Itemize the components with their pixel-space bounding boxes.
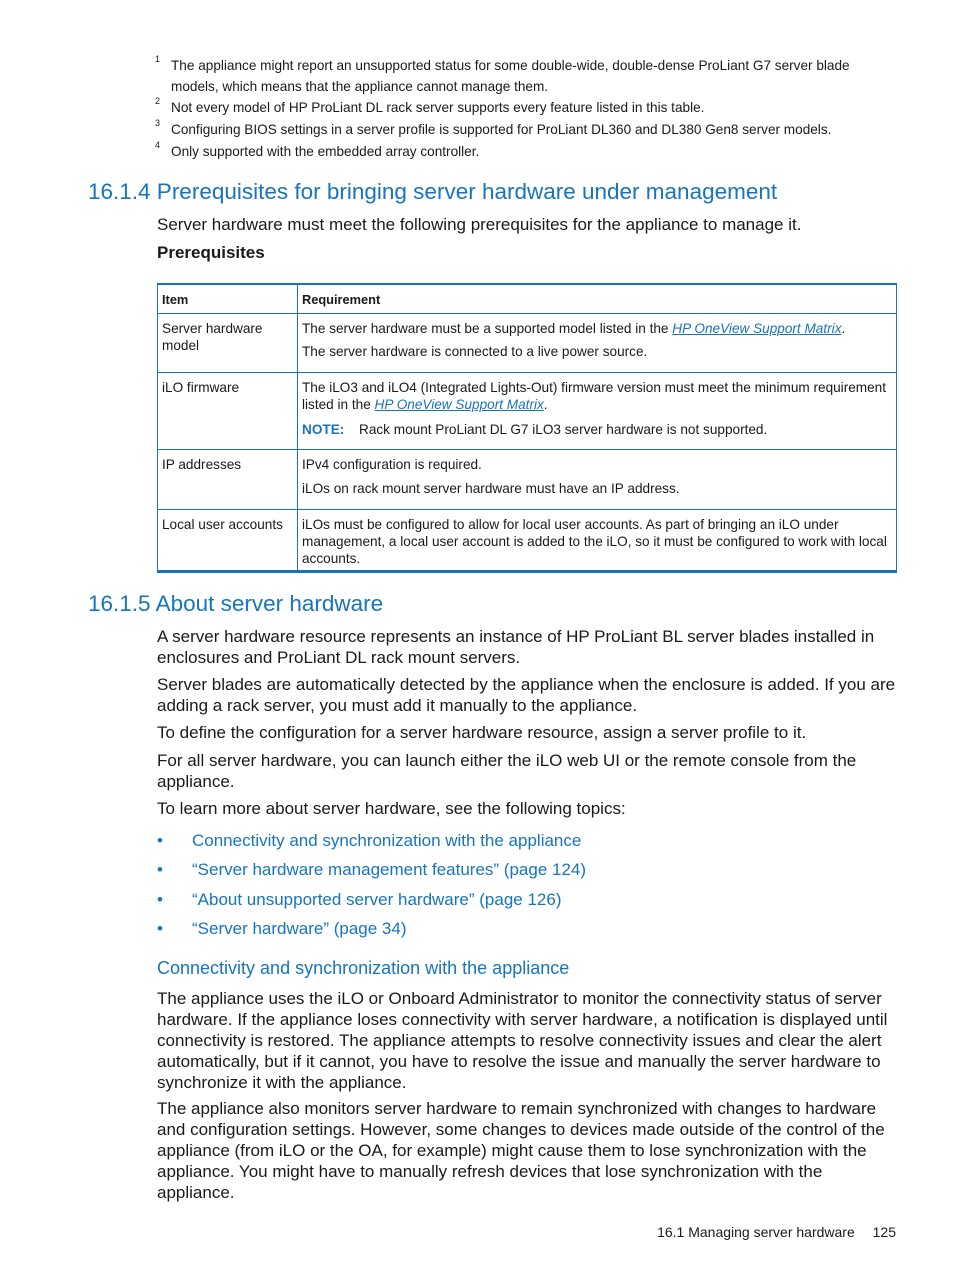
topic-link[interactable]: Connectivity and synchronization with the appliance (192, 831, 582, 850)
subsection-heading: Connectivity and synchronization with the appliance (157, 958, 570, 978)
bullet-icon: • (157, 831, 163, 850)
topic-link[interactable]: “About unsupported server hardware” (page 126) (192, 889, 562, 909)
requirement-text (302, 379, 892, 413)
requirement-text-part: The iLO3 and iLO4 (Integrated Lights-Out) firmware version must meet the minimum requirement listed in the (302, 380, 887, 412)
note-label: NOTE: (302, 422, 345, 437)
footnote-4 (155, 141, 900, 162)
note-text: Rack mount ProLiant DL G7 iLO3 server hardware is not supported. (359, 422, 768, 437)
table-row (158, 314, 897, 373)
requirement-text (302, 320, 892, 337)
note (302, 421, 892, 438)
page-number: 125 (872, 1224, 896, 1240)
footnote-text: Configuring BIOS settings in a server profile is supported for ProLiant DL360 and DL380 Gen8 server models. (171, 122, 832, 137)
footnote-number: 3 (155, 118, 161, 128)
footnote-number: 2 (155, 96, 161, 106)
bullet-icon: • (157, 918, 163, 938)
section-heading-16-1-5: 16.1.5 About server hardware (88, 591, 384, 616)
requirement-text-part: The server hardware must be a supported model listed in the (302, 321, 673, 336)
table-cell-item: iLO firmware (158, 373, 298, 450)
column-header-requirement: Requirement (298, 284, 897, 314)
support-matrix-link[interactable]: HP OneView Support Matrix (672, 321, 842, 336)
paragraph: A server hardware resource represents an instance of HP ProLiant BL server blades installed in enclosures and ProLiant DL rack mount servers. (157, 627, 875, 667)
bullet-icon: • (157, 889, 163, 909)
footnote-text: The appliance might report an unsupported status for some double-wide, double-dense ProLiant G7 server blade models, which means that the appliance cannot manage them. (171, 58, 850, 94)
column-header-item: Item (158, 284, 298, 314)
requirement-text-part: . (543, 397, 548, 412)
table-cell-item: IP addresses (158, 450, 298, 510)
footnote-3 (155, 119, 900, 140)
table-cell-requirement (298, 314, 897, 373)
paragraph: To define the configuration for a server hardware resource, assign a server profile to it. (157, 723, 807, 742)
footnote-text: Not every model of HP ProLiant DL rack server supports every feature listed in this table. (171, 100, 705, 115)
table-row (158, 373, 897, 450)
page-footer (657, 1222, 896, 1242)
paragraph: The appliance uses the iLO or Onboard Administrator to monitor the connectivity status of server hardware. If the appliance loses connectivity with server hardware, a notification is displayed until connectivity is restored. The appliance attempts to resolve connectivity issues and clear the alert automatically, but if it cannot, you have to resolve the issue and manually the server hardware to synchronize it with the appliance. (157, 989, 888, 1092)
footnote-1 (155, 55, 900, 97)
footnote-number: 1 (155, 54, 161, 64)
section-heading-16-1-4: 16.1.4 Prerequisites for bringing server hardware under management (88, 179, 778, 204)
section-intro: Server hardware must meet the following prerequisites for the appliance to manage it. (157, 215, 802, 234)
list-item (157, 918, 857, 947)
requirement-text-part: . (841, 321, 846, 336)
paragraph: Server blades are automatically detected by the appliance when the enclosure is added. If you are adding a rack server, you must add it manually to the appliance. (157, 675, 896, 715)
table-row (158, 510, 897, 572)
footnote-2 (155, 97, 900, 118)
requirement-text: The server hardware is connected to a live power source. (302, 344, 648, 359)
table-cell-requirement (298, 373, 897, 450)
footer-section-title: 16.1 Managing server hardware (657, 1224, 855, 1240)
paragraph: To learn more about server hardware, see the following topics: (157, 799, 626, 818)
table-cell-item: Local user accounts (158, 510, 298, 572)
topic-link[interactable]: “Server hardware” (page 34) (192, 918, 407, 938)
table-caption: Prerequisites (157, 243, 265, 262)
topic-link[interactable]: “Server hardware management features” (page 124) (192, 860, 587, 880)
support-matrix-link[interactable]: HP OneView Support Matrix (374, 397, 544, 412)
prerequisites-table (157, 283, 897, 573)
list-item (157, 830, 857, 859)
footnote-text: Only supported with the embedded array controller. (171, 144, 480, 159)
table-cell-requirement: iLOs must be configured to allow for local user accounts. As part of bringing an iLO under management, a local user account is added to the iLO, so it must be configured to work with local accounts. (298, 510, 897, 572)
list-item (157, 859, 857, 888)
footnote-number: 4 (155, 140, 161, 150)
bullet-icon: • (157, 860, 163, 880)
table-cell-requirement (298, 450, 897, 510)
topic-list (157, 830, 857, 947)
list-item (157, 889, 857, 918)
table-row (158, 450, 897, 510)
paragraph: The appliance also monitors server hardware to remain synchronized with changes to hardware and configuration settings. However, some changes to devices made outside of the control of the appliance (from iLO or the OA, for example) might cause them to lose synchronization with the appliance. You might have to manually refresh devices that lose synchronization with the appliance. (157, 1099, 885, 1202)
table-cell-item: Server hardware model (158, 314, 298, 373)
table-header-row (158, 284, 897, 314)
requirement-text: iLOs on rack mount server hardware must have an IP address. (302, 481, 680, 496)
paragraph: For all server hardware, you can launch either the iLO web UI or the remote console from the appliance. (157, 751, 857, 791)
requirement-text: IPv4 configuration is required. (302, 457, 482, 472)
